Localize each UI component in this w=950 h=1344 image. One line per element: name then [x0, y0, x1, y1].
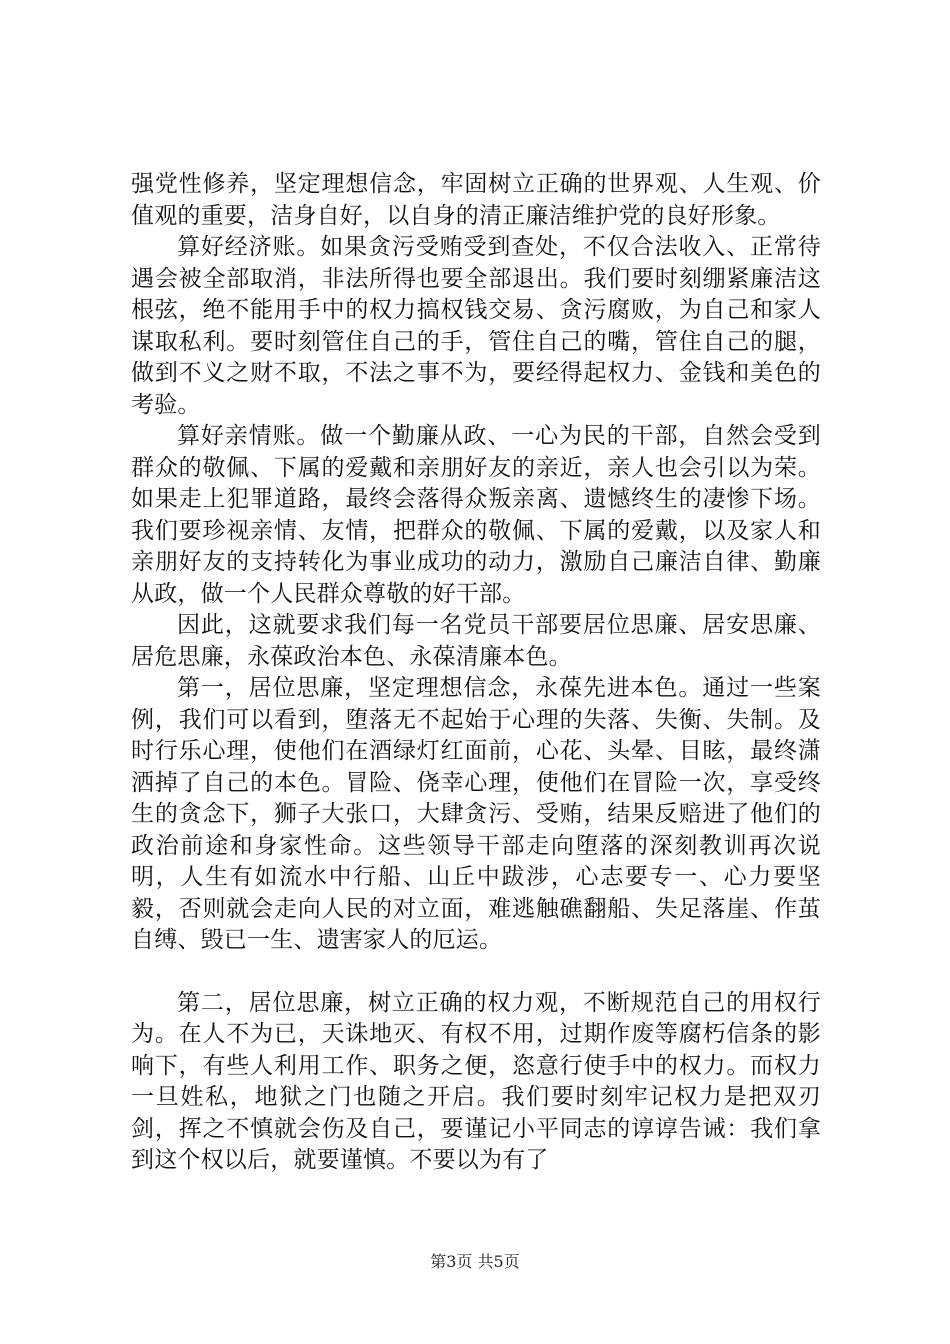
document-body — [131, 169, 821, 1177]
paragraph-therefore: 因此，这就要求我们每一名党员干部要居位思廉、居安思廉、居危思廉，永葆政治本色、永葆清廉本色。 — [131, 612, 821, 670]
page-footer: 第3页 共5页 — [430, 1252, 520, 1271]
paragraph-second-point: 第二，居位思廉，树立正确的权力观，不断规范自己的用权行为。在人不为已，天诛地灭、有权不用，过期作废等腐朽信条的影响下，有些人利用工作、职务之便，恣意行使手中的权力。而权力一旦姓私，地狱之门也随之开启。我们要时刻牢记权力是把双刃剑，挥之不慎就会伤及自己，要谨记小平同志的谆谆告诫：我们拿到这个权以后，就要谨慎。不要以为有了 — [131, 989, 821, 1173]
paragraph-economic-account: 算好经济账。如果贪污受贿受到查处，不仅合法收入、正常待遇会被全部取消，非法所得也要全部退出。我们要时刻绷紧廉洁这根弦，绝不能用手中的权力搞权钱交易、贪污腐败，为自己和家人谋取私利。要时刻管住自己的手，管住自己的嘴，管住自己的腿，做到不义之财不取，不法之事不为，要经得起权力、金钱和美色的考验。 — [131, 234, 821, 418]
paragraph-continuation: 强党性修养，坚定理想信念，牢固树立正确的世界观、人生观、价值观的重要，洁身自好，以自身的清正廉洁维护党的良好形象。 — [131, 171, 821, 229]
paragraph-first-point: 第一，居位思廉，坚定理想信念，永葆先进本色。通过一些案例，我们可以看到，堕落无不起始于心理的失落、失衡、失制。及时行乐心理，使他们在酒绿灯红面前，心花、头晕、目眩，最终潇洒掉了自己的本色。冒险、侥幸心理，使他们在冒险一次，享受终生的贪念下，狮子大张口，大肆贪污、受贿，结果反赔进了他们的政治前途和身家性命。这些领导干部走向堕落的深刻教训再次说明，人生有如流水中行船、山丘中跋涉，心志要专一、心力要坚毅，否则就会走向人民的对立面，难逃触礁翻船、失足落崖、作茧自缚、毁已一生、遗害家人的厄运。 — [131, 675, 821, 953]
paragraph-family-account: 算好亲情账。做一个勤廉从政、一心为民的干部，自然会受到群众的敬佩、下属的爱戴和亲朋好友的亲近，亲人也会引以为荣。如果走上犯罪道路，最终会落得众叛亲离、遗憾终生的凄惨下场。我们要珍视亲情、友情，把群众的敬佩、下属的爱戴，以及家人和亲朋好友的支持转化为事业成功的动力，激励自己廉洁自律、勤廉从政，做一个人民群众尊敬的好干部。 — [131, 423, 821, 607]
